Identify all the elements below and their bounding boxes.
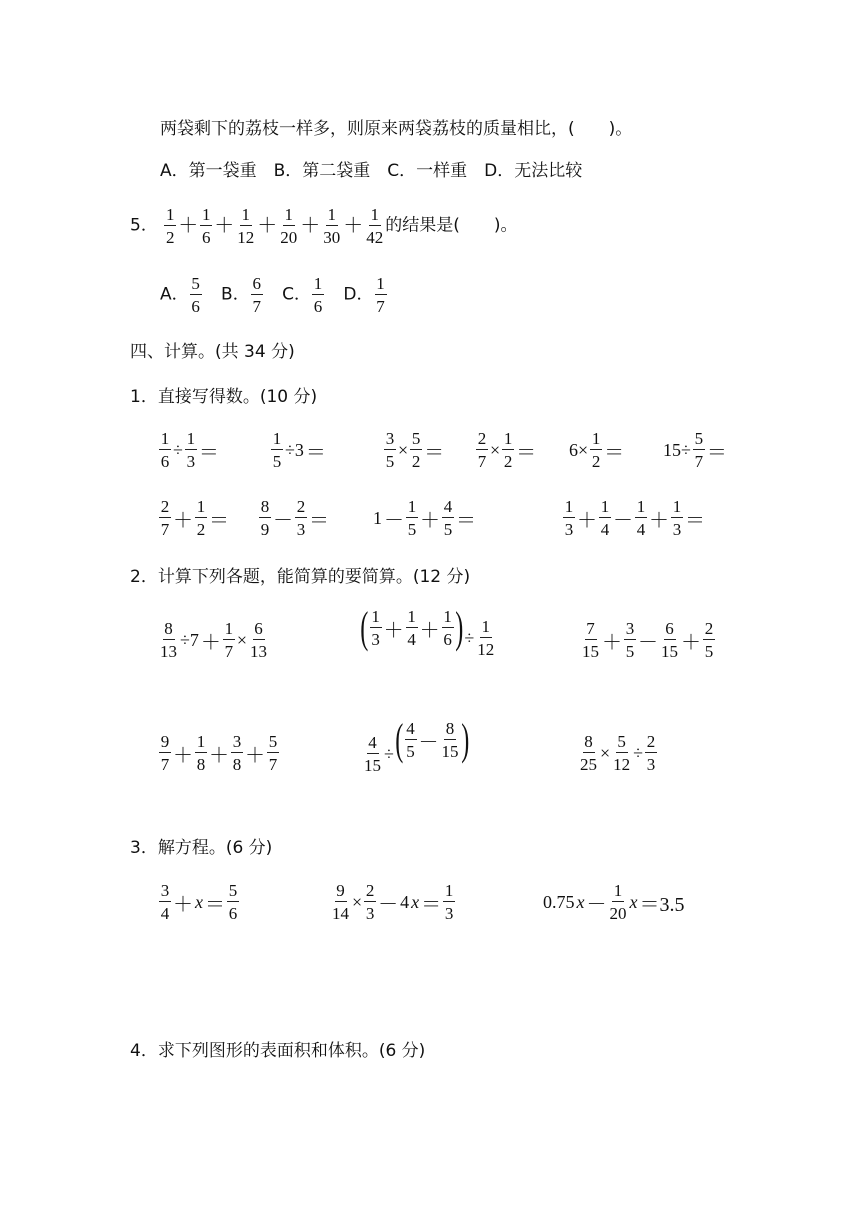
fraction: $\frac{3}{4}$: [160, 881, 170, 923]
oral-calc-3: $\frac{3}{5}$ × $\frac{5}{2}$ ＝: [385, 429, 445, 471]
fraction: $\frac{1}{5}$: [272, 429, 282, 471]
fraction: $\frac{4}{5}$: [406, 719, 415, 761]
q4-options: A．第一袋重 B．第二袋重 C．一样重 D．无法比较: [160, 161, 583, 181]
fraction: $\frac{2}{3}$: [296, 497, 306, 539]
fraction: $\frac{2}{5}$: [704, 619, 714, 661]
fraction: $\frac{4}{5}$: [443, 497, 453, 539]
fraction: $\frac{2}{3}$: [365, 881, 375, 923]
fraction: $\frac{5}{7}$: [694, 429, 704, 471]
fraction: $\frac{1}{20}$: [280, 205, 298, 247]
equation-3-suffix: ＝3.5: [639, 893, 685, 916]
simplify-calc-1: $\frac{8}{13}$ ÷7 ＋ $\frac{1}{7}$ × $\frac{6}{13}$: [160, 619, 268, 661]
fraction: $\frac{9}{7}$: [160, 732, 170, 774]
sub4-title: 4．求下列图形的表面积和体积。(6 分): [130, 1041, 426, 1061]
q5-suffix: 的结果是( )。: [385, 215, 518, 236]
section-4-title: 四、计算。(共 34 分): [130, 342, 295, 362]
oral-calc-10: $\frac{1}{3}$ ＋ $\frac{1}{4}$ － $\frac{1}{4}$ ＋ $\frac{1}{3}$ ＝: [564, 497, 705, 539]
q5-options: [160, 275, 388, 315]
fraction: $\frac{1}{3}$: [564, 497, 574, 539]
fraction: $\frac{1}{42}$: [366, 205, 384, 247]
fraction: $\frac{1}{2}$: [196, 497, 206, 539]
fraction: $\frac{1}{2}$: [503, 429, 513, 471]
q5-question: 5． $\frac{1}{2}$ ＋ $\frac{1}{6}$ ＋ $\frac{1}{12}$ ＋ $\frac{1}{20}$ ＋ $\frac{1}{30}$ ＋ $\frac{1}{42}$ 的结果是( )。: [130, 205, 518, 247]
fraction: $\frac{1}{30}$: [323, 205, 341, 247]
fraction: $\frac{1}{4}$: [636, 497, 646, 539]
equation-1: $\frac{3}{4}$ ＋ x ＝ $\frac{5}{6}$: [160, 881, 238, 923]
fraction: $\frac{8}{13}$: [160, 619, 177, 661]
fraction: $\frac{8}{25}$: [580, 732, 597, 774]
fraction: $\frac{1}{20}$: [609, 881, 627, 923]
fraction: $\frac{1}{5}$: [407, 497, 417, 539]
fraction: $\frac{1}{2}$: [165, 205, 175, 247]
fraction: $\frac{5}{7}$: [268, 732, 278, 774]
fraction: $\frac{1}{7}$: [224, 619, 234, 661]
fraction: $\frac{2}{7}$: [477, 429, 487, 471]
oral-calc-4: $\frac{2}{7}$ × $\frac{1}{2}$ ＝: [477, 429, 537, 471]
oral-calc-1: $\frac{1}{6}$ ÷ $\frac{1}{3}$ ＝: [160, 429, 219, 471]
fraction: $\frac{1}{12}$: [237, 205, 255, 247]
fraction: $\frac{1}{6}$: [201, 205, 211, 247]
fraction: $\frac{6}{15}$: [661, 619, 678, 661]
fraction: $\frac{7}{15}$: [582, 619, 599, 661]
fraction: $\frac{3}{5}$: [625, 619, 635, 661]
option-a-label: A．: [160, 284, 189, 305]
simplify-calc-3: $\frac{7}{15}$ ＋ $\frac{3}{5}$ － $\frac{6}{15}$ ＋ $\frac{2}{5}$: [582, 619, 714, 661]
sub1-title: 1．直接写得数。(10 分): [130, 387, 318, 407]
fraction: $\frac{1}{6}$: [443, 607, 452, 649]
sub3-title: 3．解方程。(6 分): [130, 838, 273, 858]
option-d-fraction: $\frac{1}{7}$: [376, 274, 385, 316]
fraction: $\frac{1}{3}$: [672, 497, 682, 539]
q5-number: 5．: [130, 215, 158, 236]
fraction: $\frac{2}{7}$: [160, 497, 170, 539]
oral-calc-9: 1 － $\frac{1}{5}$ ＋ $\frac{4}{5}$ ＝: [373, 497, 476, 539]
fraction: $\frac{5}{12}$: [613, 732, 631, 774]
fraction: $\frac{1}{8}$: [196, 732, 206, 774]
sub2-title: 2．计算下列各题，能简算的要简算。(12 分): [130, 567, 471, 587]
q4-continuation-text: 两袋剩下的荔枝一样多，则原来两袋荔枝的质量相比，( )。: [160, 119, 633, 139]
fraction: $\frac{9}{14}$: [332, 881, 349, 923]
simplify-calc-2: ( $\frac{1}{3}$ ＋ $\frac{1}{4}$ ＋ $\frac{1}{6}$ )÷ $\frac{1}{12}$: [360, 603, 495, 659]
simplify-calc-4: $\frac{9}{7}$ ＋ $\frac{1}{8}$ ＋ $\frac{3}{8}$ ＋ $\frac{5}{7}$: [160, 732, 278, 774]
fraction: $\frac{8}{15}$: [441, 719, 459, 761]
fraction: $\frac{1}{4}$: [407, 607, 416, 649]
fraction: $\frac{1}{2}$: [591, 429, 601, 471]
option-c-fraction: $\frac{1}{6}$: [313, 274, 323, 316]
fraction: $\frac{1}{3}$: [444, 881, 454, 923]
fraction: $\frac{5}{6}$: [228, 881, 238, 923]
fraction: $\frac{3}{5}$: [385, 429, 395, 471]
fraction: $\frac{1}{3}$: [186, 429, 196, 471]
fraction: $\frac{6}{13}$: [250, 619, 268, 661]
oral-calc-2: $\frac{1}{5}$ ÷3 ＝: [272, 429, 326, 471]
fraction: $\frac{1}{12}$: [477, 617, 495, 659]
option-b-label: B．: [221, 284, 250, 305]
fraction: $\frac{3}{8}$: [232, 732, 242, 774]
fraction: $\frac{4}{15}$: [364, 733, 381, 775]
fraction: $\frac{2}{3}$: [646, 732, 656, 774]
oral-calc-5: 6× $\frac{1}{2}$ ＝: [569, 429, 625, 471]
oral-calc-8: $\frac{8}{9}$ － $\frac{2}{3}$ ＝: [260, 497, 329, 539]
fraction: $\frac{1}{3}$: [371, 607, 380, 649]
option-d-label: D．: [343, 284, 374, 305]
fraction: $\frac{1}{4}$: [600, 497, 610, 539]
equation-2: $\frac{9}{14}$ × $\frac{2}{3}$ － 4 x ＝ $\frac{1}{3}$: [332, 881, 454, 923]
oral-calc-6: 15÷ $\frac{5}{7}$ ＝: [663, 429, 727, 471]
option-c-label: C．: [282, 284, 311, 305]
option-b-fraction: $\frac{6}{7}$: [252, 274, 261, 316]
equation-3-prefix: 0.75: [543, 891, 575, 912]
option-a-fraction: $\frac{5}{6}$: [191, 274, 200, 316]
simplify-calc-6: $\frac{8}{25}$ × $\frac{5}{12}$ ÷ $\frac{2}{3}$: [580, 732, 656, 774]
equation-3: 0.75 x － $\frac{1}{20}$ x ＝3.5: [543, 881, 685, 923]
fraction: $\frac{8}{9}$: [260, 497, 270, 539]
simplify-calc-5: $\frac{4}{15}$ ÷( $\frac{4}{5}$ － $\frac{8}{15}$ ): [364, 715, 469, 775]
oral-calc-7: $\frac{2}{7}$ ＋ $\frac{1}{2}$ ＝: [160, 497, 229, 539]
fraction: $\frac{5}{2}$: [411, 429, 421, 471]
fraction: $\frac{1}{6}$: [160, 429, 170, 471]
